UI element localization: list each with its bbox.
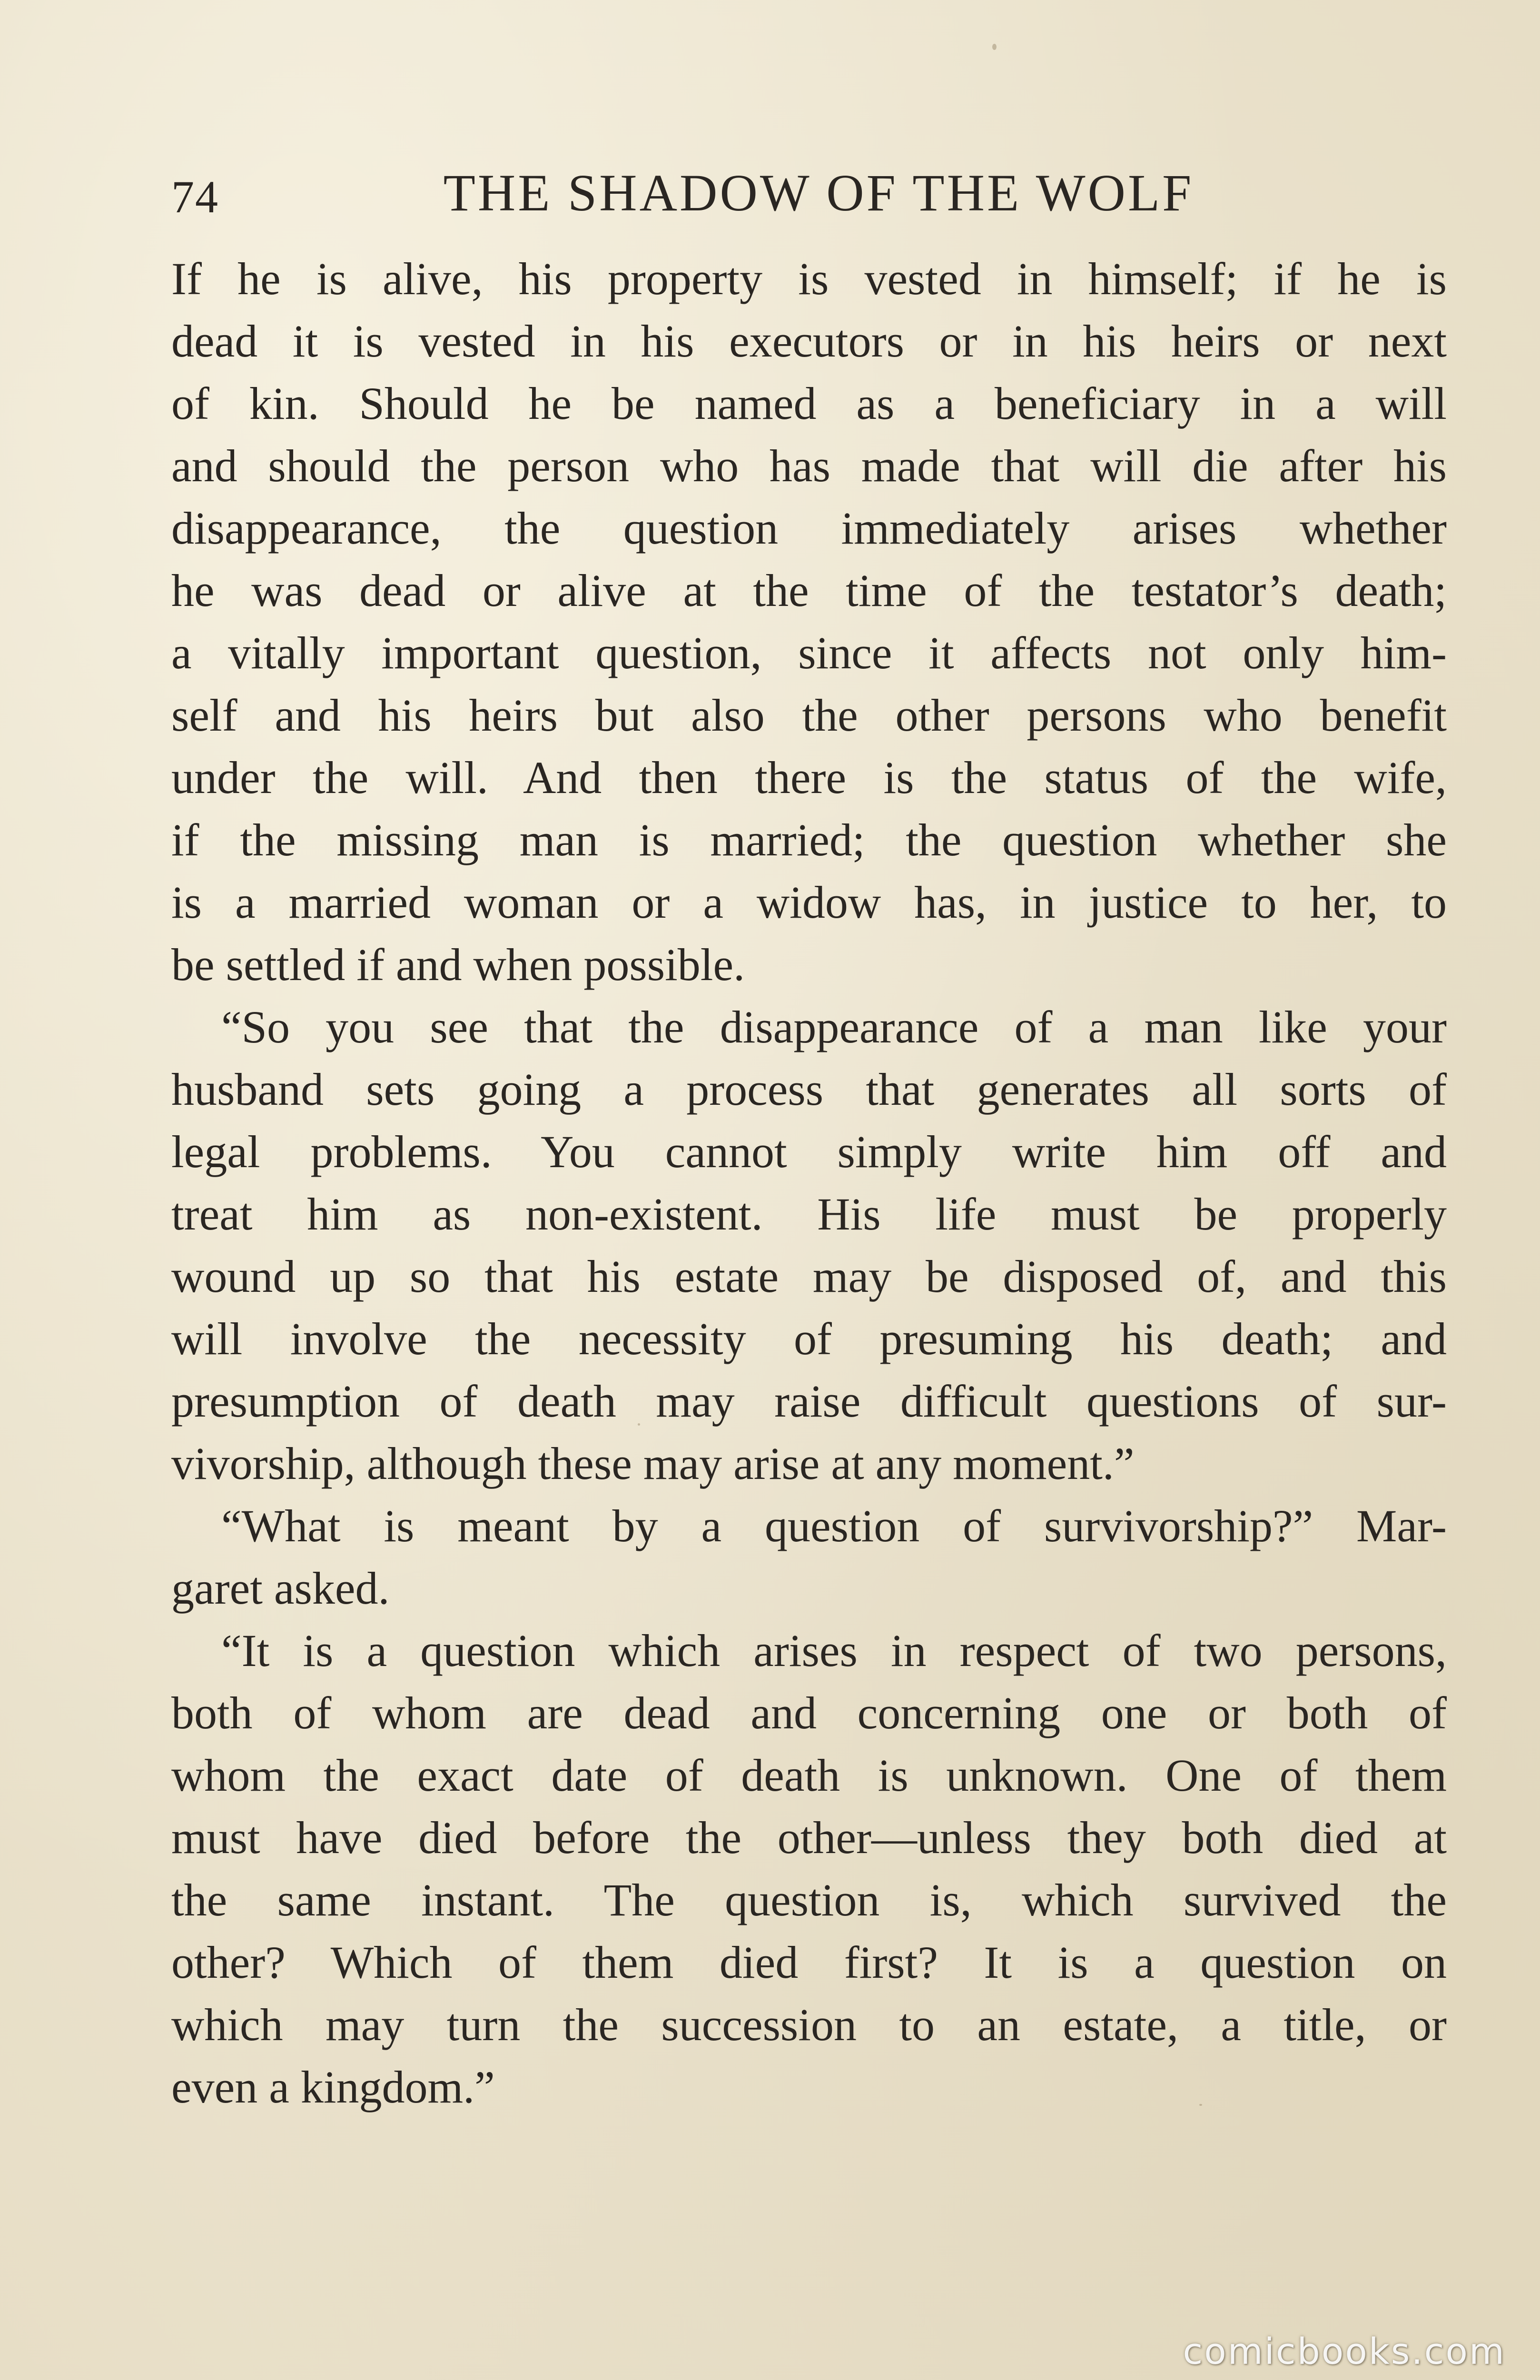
text-line: and should the person who has made that will die after his [171, 440, 1447, 491]
text-line: “It is a question which arises in respect of two persons, [221, 1625, 1447, 1676]
text-line: he was dead or alive at the time of the testator’s death; [171, 565, 1447, 616]
text-line: garet asked. [171, 1563, 390, 1614]
text-line: will involve the necessity of presuming his death; and [171, 1313, 1447, 1364]
text-line: presumption of death may raise difficult questions of sur- [171, 1376, 1447, 1427]
text-line: a vitally important question, since it affects not only him- [171, 627, 1447, 678]
text-line: both of whom are dead and concerning one or both of [171, 1687, 1447, 1738]
text-line: of kin. Should he be named as a beneficiary in a will [171, 378, 1447, 429]
running-head: THE SHADOW OF THE WOLF [443, 164, 1194, 222]
text-line: if the missing man is married; the question whether she [171, 814, 1447, 865]
watermark: comicbooks.com [1183, 2330, 1506, 2372]
text-line: treat him as non-existent. His life must be properly [171, 1189, 1447, 1240]
text-line: wound up so that his estate may be disposed of, and this [171, 1251, 1447, 1302]
text-line: “So you see that the disappearance of a man like your [221, 1002, 1447, 1052]
text-line: “What is meant by a question of survivorship?” Mar- [221, 1500, 1447, 1551]
text-line: whom the exact date of death is unknown. One of them [171, 1750, 1447, 1801]
text-line: must have died before the other—unless they both died at [171, 1812, 1447, 1863]
text-line: If he is alive, his property is vested in himself; if he is [171, 253, 1447, 304]
text-line: dead it is vested in his executors or in his heirs or next [171, 316, 1447, 367]
text-line: be settled if and when possible. [171, 939, 745, 990]
text-line: which may turn the succession to an estate, a title, or [171, 1999, 1447, 2050]
text-line: the same instant. The question is, which survived the [171, 1874, 1447, 1925]
paper-speck [992, 44, 997, 50]
text-line: is a married woman or a widow has, in justice to her, to [171, 877, 1447, 928]
text-line: under the will. And then there is the status of the wife, [171, 752, 1447, 803]
text-line: husband sets going a process that generates all sorts of [171, 1064, 1447, 1115]
text-line: disappearance, the question immediately arises whether [171, 503, 1447, 554]
text-line: other? Which of them died first? It is a question on [171, 1937, 1447, 1988]
page-header [171, 152, 1447, 228]
text-line: self and his heirs but also the other persons who benefit [171, 690, 1447, 741]
page-number: 74 [171, 171, 219, 222]
text-line: even a kingdom.” [171, 2062, 495, 2112]
body-text [171, 248, 1447, 2118]
text-line: vivorship, although these may arise at any moment.” [171, 1438, 1135, 1489]
text-line: legal problems. You cannot simply write him off and [171, 1126, 1447, 1177]
